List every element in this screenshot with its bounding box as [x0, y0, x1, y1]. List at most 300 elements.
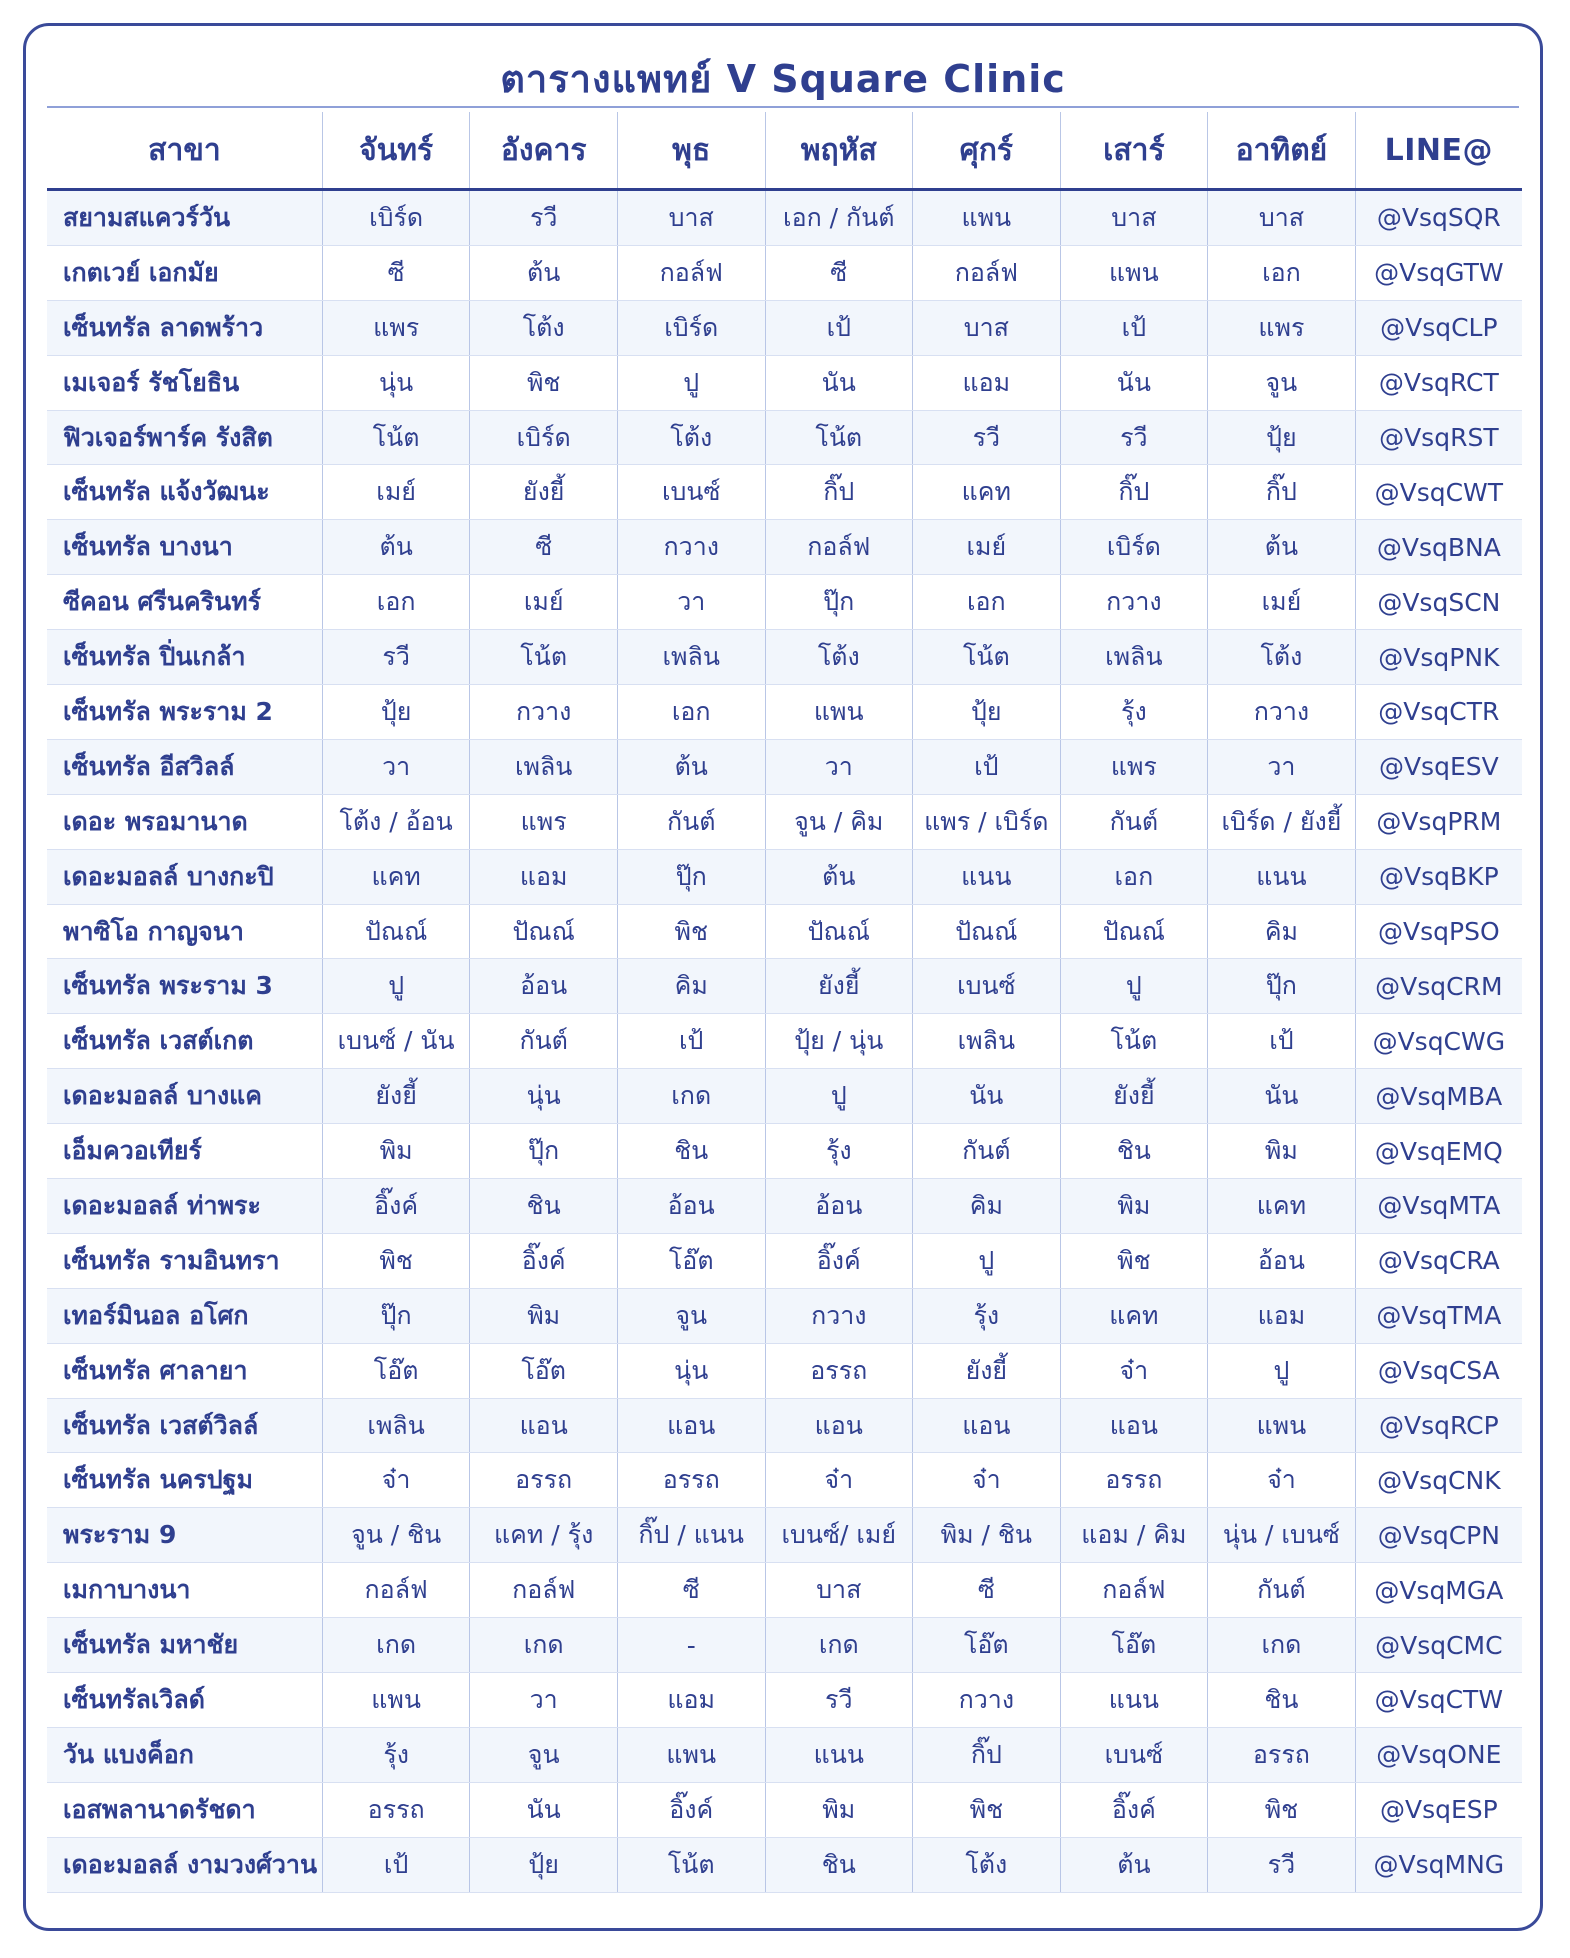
thursday-cell: กวาง: [765, 1288, 913, 1343]
sunday-cell: นัน: [1208, 1069, 1356, 1124]
wednesday-cell: แอน: [617, 1398, 765, 1453]
thursday-cell: แพน: [765, 685, 913, 740]
line-id-cell: @VsqRST: [1355, 410, 1522, 465]
branch-cell: เซ็นทรัล เวสต์เกต: [47, 1014, 322, 1069]
thursday-cell: รุ้ง: [765, 1124, 913, 1179]
wednesday-cell: อิ๊งค์: [617, 1782, 765, 1837]
friday-cell: เบนซ์: [913, 959, 1061, 1014]
line-id-cell: @VsqMTA: [1355, 1179, 1522, 1234]
tuesday-cell: ปุ๊ก: [470, 1124, 618, 1179]
friday-cell: กวาง: [913, 1673, 1061, 1728]
thursday-cell: เป้: [765, 300, 913, 355]
monday-cell: เอก: [322, 575, 470, 630]
tuesday-cell: พิม: [470, 1288, 618, 1343]
branch-cell: พระราม 9: [47, 1508, 322, 1563]
thursday-cell: โต้ง: [765, 630, 913, 685]
branch-cell: เซ็นทรัล บางนา: [47, 520, 322, 575]
tuesday-cell: โอ๊ต: [470, 1343, 618, 1398]
thursday-cell: แนน: [765, 1727, 913, 1782]
sunday-cell: พิช: [1208, 1782, 1356, 1837]
branch-cell: เซ็นทรัล พระราม 2: [47, 685, 322, 740]
line-id-cell: @VsqCPN: [1355, 1508, 1522, 1563]
monday-cell: เพลิน: [322, 1398, 470, 1453]
thursday-cell: จ๋า: [765, 1453, 913, 1508]
thursday-cell: เอก / กันต์: [765, 190, 913, 246]
line-id-cell: @VsqPRM: [1355, 794, 1522, 849]
tuesday-cell: ปัณณ์: [470, 904, 618, 959]
sunday-cell: กวาง: [1208, 685, 1356, 740]
saturday-cell: กันต์: [1060, 794, 1208, 849]
table-row: [47, 1398, 1522, 1453]
line-id-cell: @VsqESP: [1355, 1782, 1522, 1837]
branch-cell: เซ็นทรัลเวิลด์: [47, 1673, 322, 1728]
friday-cell: พิม / ชิน: [913, 1508, 1061, 1563]
table-row: [47, 1453, 1522, 1508]
header-sunday: อาทิตย์: [1208, 112, 1356, 190]
sunday-cell: แอม: [1208, 1288, 1356, 1343]
line-id-cell: @VsqCMC: [1355, 1618, 1522, 1673]
branch-cell: เมเจอร์ รัชโยธิน: [47, 355, 322, 410]
saturday-cell: กอล์ฟ: [1060, 1563, 1208, 1618]
line-id-cell: @VsqCRA: [1355, 1233, 1522, 1288]
table-row: [47, 1179, 1522, 1234]
table-row: [47, 1673, 1522, 1728]
monday-cell: ปุ๊ก: [322, 1288, 470, 1343]
saturday-cell: แพน: [1060, 245, 1208, 300]
header-branch: สาขา: [47, 112, 322, 190]
wednesday-cell: เอก: [617, 685, 765, 740]
header-monday: จันทร์: [322, 112, 470, 190]
wednesday-cell: แอม: [617, 1673, 765, 1728]
sunday-cell: กิ๊ป: [1208, 465, 1356, 520]
thursday-cell: ยังยี้: [765, 959, 913, 1014]
tuesday-cell: ยังยี้: [470, 465, 618, 520]
sunday-cell: บาส: [1208, 190, 1356, 246]
saturday-cell: แอน: [1060, 1398, 1208, 1453]
thursday-cell: ปุ๊ก: [765, 575, 913, 630]
friday-cell: เป้: [913, 739, 1061, 794]
friday-cell: กิ๊ป: [913, 1727, 1061, 1782]
monday-cell: รวี: [322, 630, 470, 685]
friday-cell: บาส: [913, 300, 1061, 355]
table-row: [47, 1124, 1522, 1179]
thursday-cell: บาส: [765, 1563, 913, 1618]
branch-cell: เดอะมอลล์ บางแค: [47, 1069, 322, 1124]
monday-cell: โน้ต: [322, 410, 470, 465]
tuesday-cell: วา: [470, 1673, 618, 1728]
wednesday-cell: พิช: [617, 904, 765, 959]
monday-cell: โต้ง / อ้อน: [322, 794, 470, 849]
saturday-cell: เพลิน: [1060, 630, 1208, 685]
saturday-cell: รุ้ง: [1060, 685, 1208, 740]
table-row: [47, 1233, 1522, 1288]
table-row: [47, 794, 1522, 849]
saturday-cell: บาส: [1060, 190, 1208, 246]
saturday-cell: เอก: [1060, 849, 1208, 904]
wednesday-cell: -: [617, 1618, 765, 1673]
branch-cell: เซ็นทรัล แจ้งวัฒนะ: [47, 465, 322, 520]
sunday-cell: กันต์: [1208, 1563, 1356, 1618]
table-row: [47, 245, 1522, 300]
tuesday-cell: กวาง: [470, 685, 618, 740]
sunday-cell: รวี: [1208, 1837, 1356, 1892]
tuesday-cell: เกด: [470, 1618, 618, 1673]
table-row: [47, 904, 1522, 959]
sunday-cell: โต้ง: [1208, 630, 1356, 685]
wednesday-cell: กันต์: [617, 794, 765, 849]
friday-cell: รุ้ง: [913, 1288, 1061, 1343]
saturday-cell: พิช: [1060, 1233, 1208, 1288]
friday-cell: รวี: [913, 410, 1061, 465]
line-id-cell: @VsqTMA: [1355, 1288, 1522, 1343]
saturday-cell: โน้ต: [1060, 1014, 1208, 1069]
header-line: LINE@: [1355, 112, 1522, 190]
table-row: [47, 1288, 1522, 1343]
wednesday-cell: ซี: [617, 1563, 765, 1618]
wednesday-cell: เพลิน: [617, 630, 765, 685]
tuesday-cell: โน้ต: [470, 630, 618, 685]
monday-cell: อิ๊งค์: [322, 1179, 470, 1234]
wednesday-cell: อ้อน: [617, 1179, 765, 1234]
table-row: [47, 1618, 1522, 1673]
table-row: [47, 300, 1522, 355]
line-id-cell: @VsqMBA: [1355, 1069, 1522, 1124]
monday-cell: ปัณณ์: [322, 904, 470, 959]
wednesday-cell: วา: [617, 575, 765, 630]
branch-cell: เซ็นทรัล ศาลายา: [47, 1343, 322, 1398]
sunday-cell: จูน: [1208, 355, 1356, 410]
branch-cell: เอ็มควอเทียร์: [47, 1124, 322, 1179]
saturday-cell: แพร: [1060, 739, 1208, 794]
table-row: [47, 739, 1522, 794]
wednesday-cell: กิ๊ป / แนน: [617, 1508, 765, 1563]
branch-cell: เซ็นทรัล อีสวิลล์: [47, 739, 322, 794]
friday-cell: แอม: [913, 355, 1061, 410]
table-row: [47, 1343, 1522, 1398]
sunday-cell: เอก: [1208, 245, 1356, 300]
table-row: [47, 575, 1522, 630]
friday-cell: แนน: [913, 849, 1061, 904]
monday-cell: โอ๊ต: [322, 1343, 470, 1398]
line-id-cell: @VsqGTW: [1355, 245, 1522, 300]
line-id-cell: @VsqBKP: [1355, 849, 1522, 904]
saturday-cell: แอม / คิม: [1060, 1508, 1208, 1563]
tuesday-cell: นัน: [470, 1782, 618, 1837]
monday-cell: เกด: [322, 1618, 470, 1673]
sunday-cell: แคท: [1208, 1179, 1356, 1234]
tuesday-cell: แอม: [470, 849, 618, 904]
branch-cell: เซ็นทรัล นครปฐม: [47, 1453, 322, 1508]
saturday-cell: แคท: [1060, 1288, 1208, 1343]
table-row: [47, 630, 1522, 685]
monday-cell: เป้: [322, 1837, 470, 1892]
branch-cell: เทอร์มินอล อโศก: [47, 1288, 322, 1343]
wednesday-cell: โต้ง: [617, 410, 765, 465]
tuesday-cell: นุ่น: [470, 1069, 618, 1124]
tuesday-cell: อ้อน: [470, 959, 618, 1014]
thursday-cell: นัน: [765, 355, 913, 410]
branch-cell: เอสพลานาดรัชดา: [47, 1782, 322, 1837]
friday-cell: คิม: [913, 1179, 1061, 1234]
header-friday: ศุกร์: [913, 112, 1061, 190]
branch-cell: เมกาบางนา: [47, 1563, 322, 1618]
friday-cell: แพน: [913, 190, 1061, 246]
sunday-cell: จ๋า: [1208, 1453, 1356, 1508]
table-row: [47, 410, 1522, 465]
table-row: [47, 355, 1522, 410]
thursday-cell: แอน: [765, 1398, 913, 1453]
monday-cell: เมย์: [322, 465, 470, 520]
wednesday-cell: บาส: [617, 190, 765, 246]
sunday-cell: แพร: [1208, 300, 1356, 355]
thursday-cell: กอล์ฟ: [765, 520, 913, 575]
saturday-cell: เป้: [1060, 300, 1208, 355]
saturday-cell: กิ๊ป: [1060, 465, 1208, 520]
thursday-cell: ปุ้ย / นุ่น: [765, 1014, 913, 1069]
thursday-cell: ชิน: [765, 1837, 913, 1892]
tuesday-cell: อรรถ: [470, 1453, 618, 1508]
sunday-cell: นุ่น / เบนซ์: [1208, 1508, 1356, 1563]
saturday-cell: ต้น: [1060, 1837, 1208, 1892]
line-id-cell: @VsqCWT: [1355, 465, 1522, 520]
thursday-cell: ต้น: [765, 849, 913, 904]
wednesday-cell: ชิน: [617, 1124, 765, 1179]
table-row: [47, 1508, 1522, 1563]
monday-cell: นุ่น: [322, 355, 470, 410]
wednesday-cell: คิม: [617, 959, 765, 1014]
table-row: [47, 959, 1522, 1014]
thursday-cell: อิ๊งค์: [765, 1233, 913, 1288]
sunday-cell: ปุ๊ก: [1208, 959, 1356, 1014]
doctor-schedule-table: [47, 112, 1522, 1893]
monday-cell: ซี: [322, 245, 470, 300]
tuesday-cell: กอล์ฟ: [470, 1563, 618, 1618]
tuesday-cell: อิ๊งค์: [470, 1233, 618, 1288]
friday-cell: นัน: [913, 1069, 1061, 1124]
sunday-cell: ชิน: [1208, 1673, 1356, 1728]
monday-cell: จูน / ชิน: [322, 1508, 470, 1563]
sunday-cell: เป้: [1208, 1014, 1356, 1069]
header-row: [47, 112, 1522, 190]
sunday-cell: ต้น: [1208, 520, 1356, 575]
thursday-cell: อ้อน: [765, 1179, 913, 1234]
friday-cell: เมย์: [913, 520, 1061, 575]
branch-cell: เซ็นทรัล พระราม 3: [47, 959, 322, 1014]
thursday-cell: จูน / คิม: [765, 794, 913, 849]
line-id-cell: @VsqCTR: [1355, 685, 1522, 740]
wednesday-cell: โน้ต: [617, 1837, 765, 1892]
monday-cell: เบนซ์ / นัน: [322, 1014, 470, 1069]
saturday-cell: ปัณณ์: [1060, 904, 1208, 959]
friday-cell: พิช: [913, 1782, 1061, 1837]
monday-cell: กอล์ฟ: [322, 1563, 470, 1618]
saturday-cell: อรรถ: [1060, 1453, 1208, 1508]
saturday-cell: เบนซ์: [1060, 1727, 1208, 1782]
sunday-cell: เกด: [1208, 1618, 1356, 1673]
wednesday-cell: แพน: [617, 1727, 765, 1782]
wednesday-cell: เบิร์ด: [617, 300, 765, 355]
branch-cell: เดอะมอลล์ ท่าพระ: [47, 1179, 322, 1234]
header-thursday: พฤหัส: [765, 112, 913, 190]
monday-cell: พิม: [322, 1124, 470, 1179]
table-row: [47, 1782, 1522, 1837]
table-row: [47, 520, 1522, 575]
saturday-cell: จ๋า: [1060, 1343, 1208, 1398]
branch-cell: เดอะ พรอมานาด: [47, 794, 322, 849]
wednesday-cell: จูน: [617, 1288, 765, 1343]
schedule-card: [23, 23, 1543, 1931]
wednesday-cell: กอล์ฟ: [617, 245, 765, 300]
wednesday-cell: ปู: [617, 355, 765, 410]
sunday-cell: วา: [1208, 739, 1356, 794]
friday-cell: จ๋า: [913, 1453, 1061, 1508]
saturday-cell: ยังยี้: [1060, 1069, 1208, 1124]
title-divider: [47, 106, 1519, 108]
tuesday-cell: แอน: [470, 1398, 618, 1453]
sunday-cell: เบิร์ด / ยังยี้: [1208, 794, 1356, 849]
line-id-cell: @VsqCTW: [1355, 1673, 1522, 1728]
friday-cell: ปุ้ย: [913, 685, 1061, 740]
monday-cell: จ๋า: [322, 1453, 470, 1508]
branch-cell: วัน แบงค็อก: [47, 1727, 322, 1782]
branch-cell: เซ็นทรัล มหาชัย: [47, 1618, 322, 1673]
tuesday-cell: พิช: [470, 355, 618, 410]
friday-cell: กันต์: [913, 1124, 1061, 1179]
tuesday-cell: กันต์: [470, 1014, 618, 1069]
tuesday-cell: รวี: [470, 190, 618, 246]
line-id-cell: @VsqCWG: [1355, 1014, 1522, 1069]
monday-cell: แพร: [322, 300, 470, 355]
branch-cell: เกตเวย์ เอกมัย: [47, 245, 322, 300]
sunday-cell: ปุ้ย: [1208, 410, 1356, 465]
table-row: [47, 465, 1522, 520]
header-wednesday: พุธ: [617, 112, 765, 190]
wednesday-cell: ต้น: [617, 739, 765, 794]
line-id-cell: @VsqONE: [1355, 1727, 1522, 1782]
tuesday-cell: เบิร์ด: [470, 410, 618, 465]
saturday-cell: นัน: [1060, 355, 1208, 410]
monday-cell: แคท: [322, 849, 470, 904]
thursday-cell: อรรถ: [765, 1343, 913, 1398]
sunday-cell: อ้อน: [1208, 1233, 1356, 1288]
line-id-cell: @VsqBNA: [1355, 520, 1522, 575]
thursday-cell: วา: [765, 739, 913, 794]
monday-cell: เบิร์ด: [322, 190, 470, 246]
branch-cell: เซ็นทรัล รามอินทรา: [47, 1233, 322, 1288]
wednesday-cell: นุ่น: [617, 1343, 765, 1398]
line-id-cell: @VsqRCT: [1355, 355, 1522, 410]
wednesday-cell: เกด: [617, 1069, 765, 1124]
branch-cell: ฟิวเจอร์พาร์ค รังสิต: [47, 410, 322, 465]
table-row: [47, 1563, 1522, 1618]
thursday-cell: รวี: [765, 1673, 913, 1728]
thursday-cell: ซี: [765, 245, 913, 300]
saturday-cell: อิ๊งค์: [1060, 1782, 1208, 1837]
monday-cell: ปู: [322, 959, 470, 1014]
friday-cell: แพร / เบิร์ด: [913, 794, 1061, 849]
monday-cell: อรรถ: [322, 1782, 470, 1837]
saturday-cell: ชิน: [1060, 1124, 1208, 1179]
table-row: [47, 1014, 1522, 1069]
sunday-cell: อรรถ: [1208, 1727, 1356, 1782]
monday-cell: ยังยี้: [322, 1069, 470, 1124]
table-row: [47, 849, 1522, 904]
tuesday-cell: เพลิน: [470, 739, 618, 794]
sunday-cell: ปู: [1208, 1343, 1356, 1398]
thursday-cell: ปู: [765, 1069, 913, 1124]
branch-cell: เดอะมอลล์ บางกะปิ: [47, 849, 322, 904]
page-title: ตารางแพทย์ V Square Clinic: [500, 57, 1066, 101]
tuesday-cell: จูน: [470, 1727, 618, 1782]
sunday-cell: พิม: [1208, 1124, 1356, 1179]
thursday-cell: เบนซ์/ เมย์: [765, 1508, 913, 1563]
table-row: [47, 1837, 1522, 1892]
sunday-cell: แพน: [1208, 1398, 1356, 1453]
monday-cell: วา: [322, 739, 470, 794]
line-id-cell: @VsqMGA: [1355, 1563, 1522, 1618]
saturday-cell: รวี: [1060, 410, 1208, 465]
saturday-cell: ปู: [1060, 959, 1208, 1014]
line-id-cell: @VsqMNG: [1355, 1837, 1522, 1892]
saturday-cell: แนน: [1060, 1673, 1208, 1728]
branch-cell: เซ็นทรัล ปิ่นเกล้า: [47, 630, 322, 685]
sunday-cell: เมย์: [1208, 575, 1356, 630]
header-tuesday: อังคาร: [470, 112, 618, 190]
line-id-cell: @VsqCRM: [1355, 959, 1522, 1014]
saturday-cell: เบิร์ด: [1060, 520, 1208, 575]
saturday-cell: กวาง: [1060, 575, 1208, 630]
line-id-cell: @VsqSCN: [1355, 575, 1522, 630]
table-row: [47, 1069, 1522, 1124]
wednesday-cell: กวาง: [617, 520, 765, 575]
thursday-cell: โน้ต: [765, 410, 913, 465]
line-id-cell: @VsqPNK: [1355, 630, 1522, 685]
tuesday-cell: แพร: [470, 794, 618, 849]
branch-cell: เซ็นทรัล เวสต์วิลล์: [47, 1398, 322, 1453]
sunday-cell: แนน: [1208, 849, 1356, 904]
line-id-cell: @VsqSQR: [1355, 190, 1522, 246]
monday-cell: ต้น: [322, 520, 470, 575]
branch-cell: พาซิโอ กาญจนา: [47, 904, 322, 959]
branch-cell: สยามสแควร์วัน: [47, 190, 322, 246]
line-id-cell: @VsqCNK: [1355, 1453, 1522, 1508]
friday-cell: ปัณณ์: [913, 904, 1061, 959]
monday-cell: พิช: [322, 1233, 470, 1288]
friday-cell: แอน: [913, 1398, 1061, 1453]
tuesday-cell: เมย์: [470, 575, 618, 630]
wednesday-cell: เป้: [617, 1014, 765, 1069]
tuesday-cell: ต้น: [470, 245, 618, 300]
friday-cell: โน้ต: [913, 630, 1061, 685]
wednesday-cell: อรรถ: [617, 1453, 765, 1508]
monday-cell: รุ้ง: [322, 1727, 470, 1782]
tuesday-cell: ชิน: [470, 1179, 618, 1234]
friday-cell: ซี: [913, 1563, 1061, 1618]
tuesday-cell: โต้ง: [470, 300, 618, 355]
friday-cell: ปู: [913, 1233, 1061, 1288]
schedule-body: [47, 190, 1522, 1893]
thursday-cell: เกด: [765, 1618, 913, 1673]
branch-cell: เซ็นทรัล ลาดพร้าว: [47, 300, 322, 355]
friday-cell: โต้ง: [913, 1837, 1061, 1892]
monday-cell: ปุ้ย: [322, 685, 470, 740]
saturday-cell: พิม: [1060, 1179, 1208, 1234]
line-id-cell: @VsqEMQ: [1355, 1124, 1522, 1179]
line-id-cell: @VsqRCP: [1355, 1398, 1522, 1453]
table-row: [47, 685, 1522, 740]
tuesday-cell: ซี: [470, 520, 618, 575]
friday-cell: โอ๊ต: [913, 1618, 1061, 1673]
